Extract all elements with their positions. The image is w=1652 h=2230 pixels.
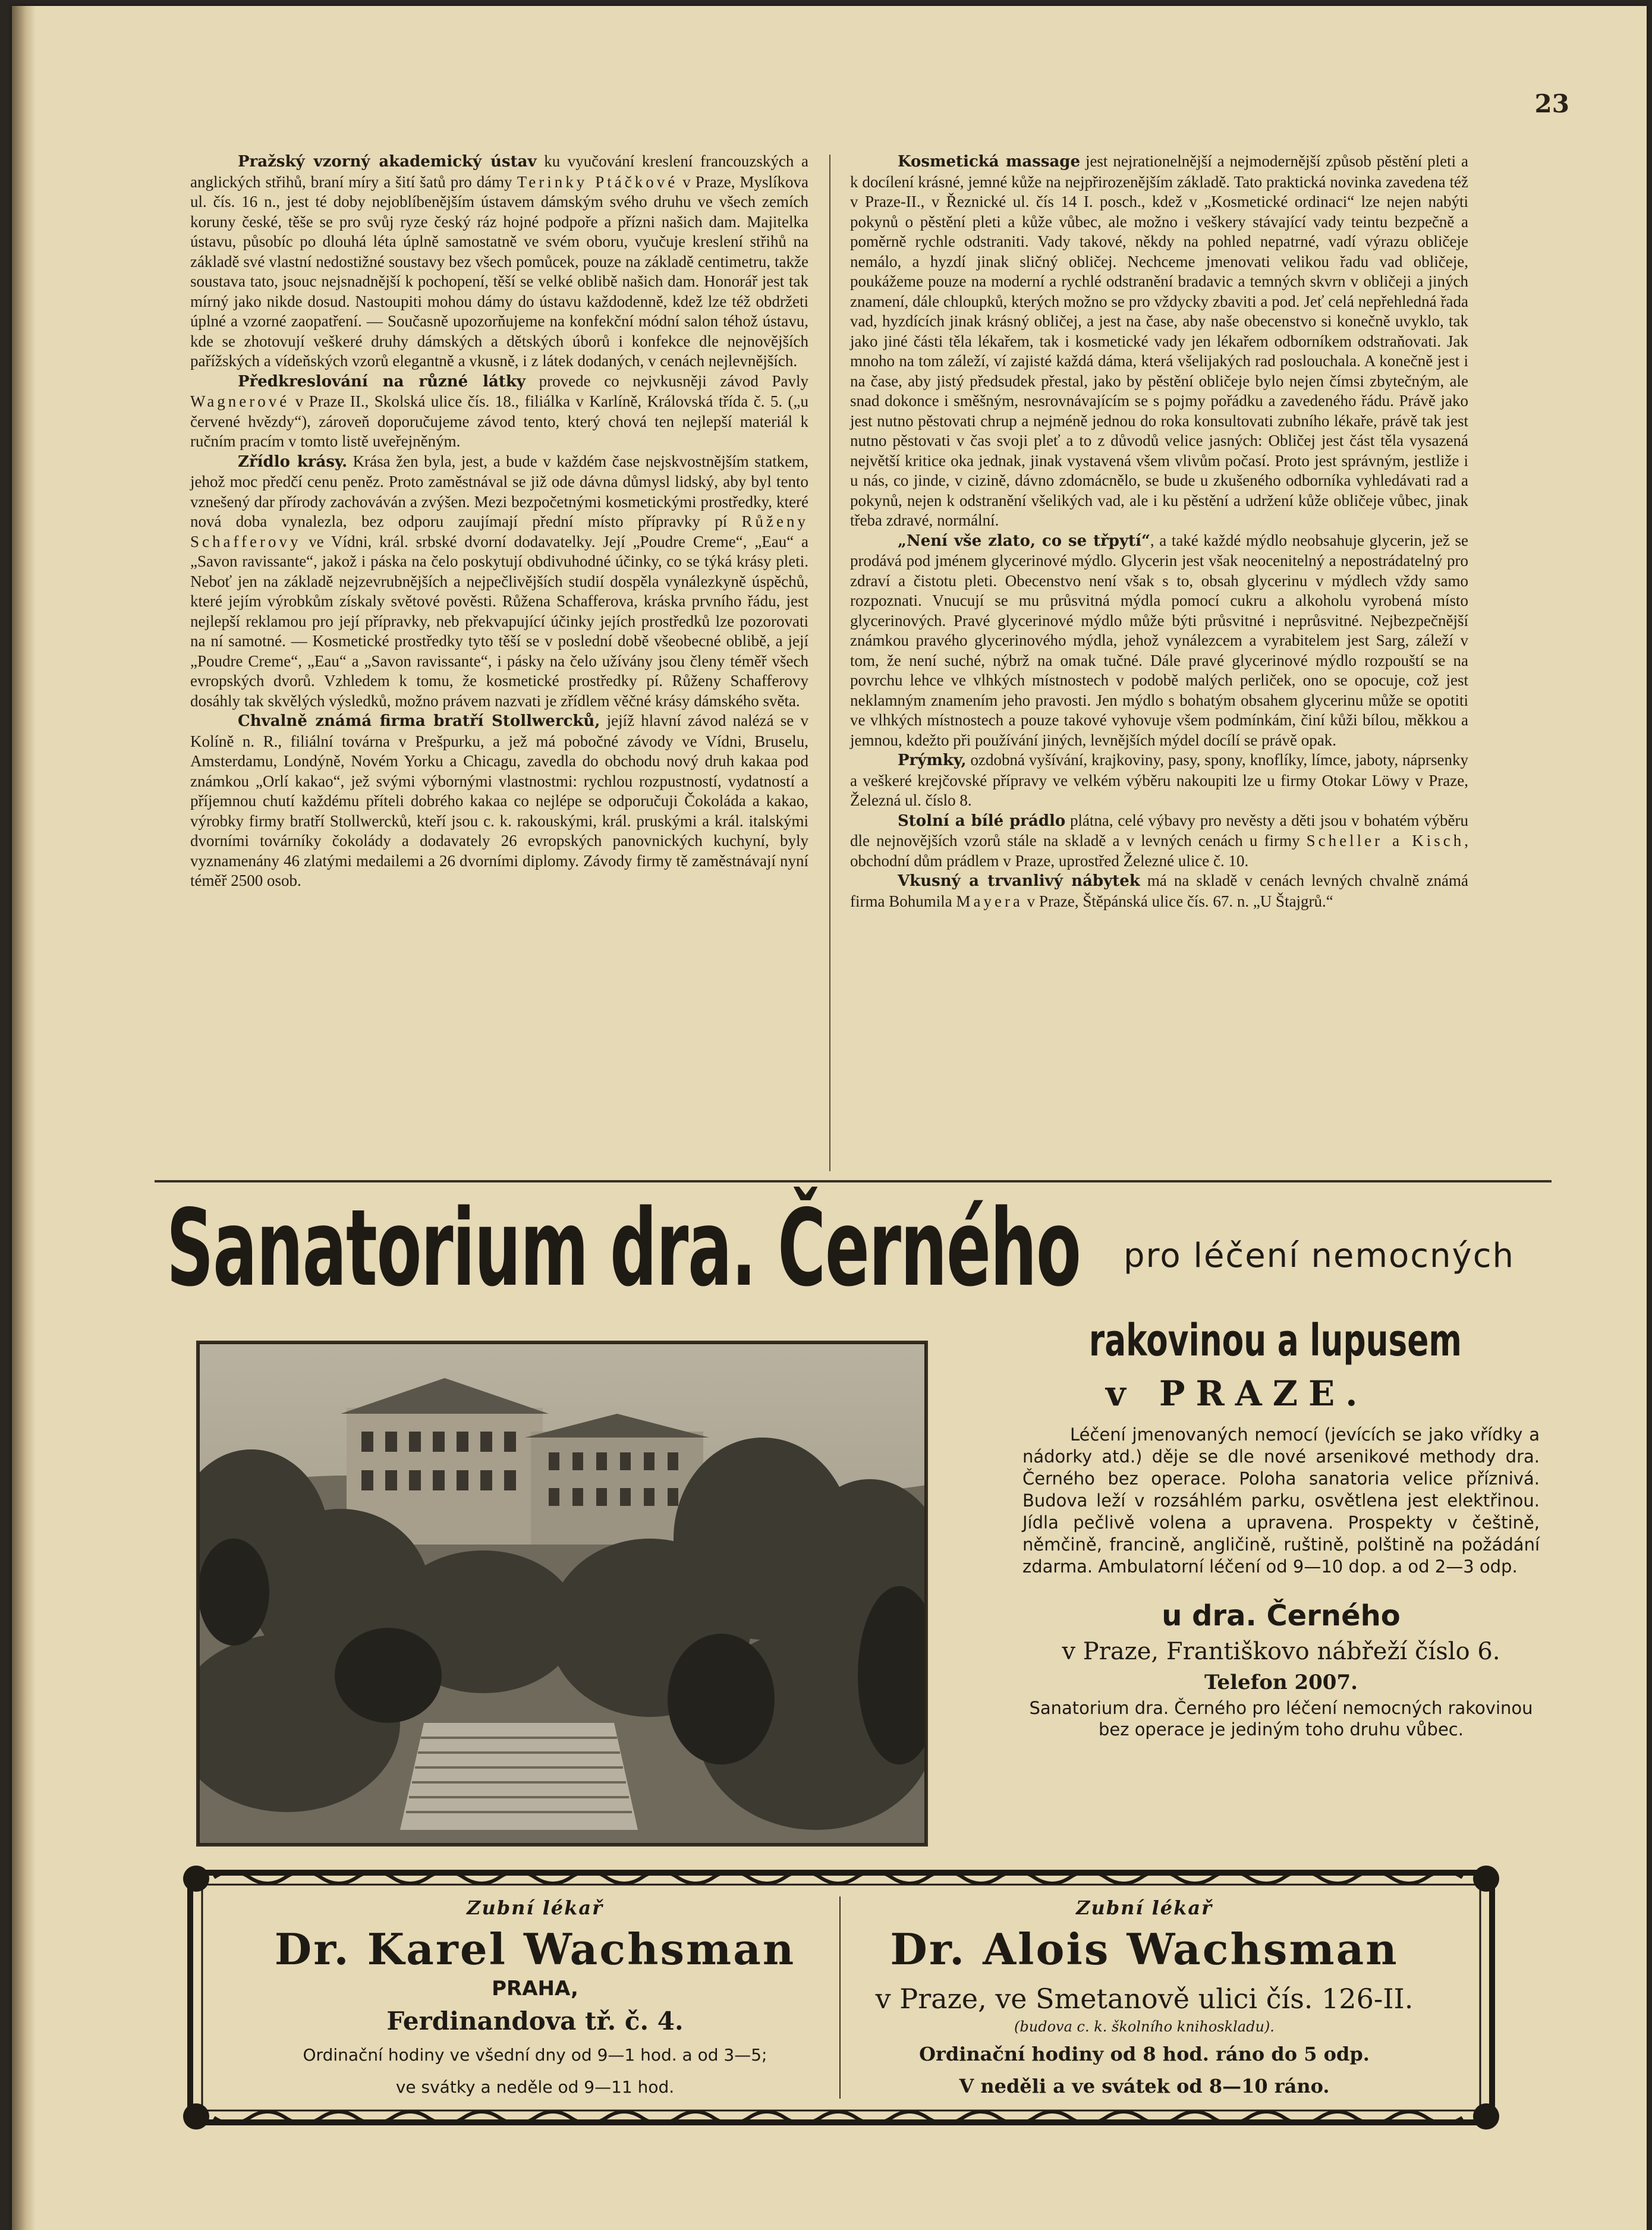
sanatorium-phone: Telefon 2007.: [1204, 1671, 1358, 1694]
dentist-label: Zubní lékař: [467, 1896, 603, 1919]
dentist-label: Zubní lékař: [1076, 1896, 1213, 1919]
newspaper-page: [12, 6, 1647, 2230]
article-paragraph: [850, 811, 1468, 872]
article-text: provede co nejvkusněji závod Pavly: [526, 372, 808, 390]
article-paragraph: [850, 152, 1468, 531]
dentist-ad-karel: [238, 1896, 832, 2100]
left-column: [190, 152, 808, 891]
article-spaced-name: Terinky Ptáčkové: [517, 172, 678, 191]
article-lead: Vkusný a trvanlivý nábytek: [898, 872, 1140, 890]
article-paragraph: [850, 871, 1468, 911]
article-paragraph: [190, 452, 808, 712]
article-paragraph: [850, 531, 1468, 751]
sanatorium-doctor: u dra. Černého: [1162, 1599, 1401, 1633]
dentist-street: Ferdinandova tř. č. 4.: [386, 2006, 684, 2036]
page-number: 23: [1534, 89, 1569, 118]
article-text: jejíž hlavní závod nalézá se v Kolíně n. R., filiální továrna v Prešpurku, a jež má pobočné závody ve Vídni, Bruselu, Amsterdamu, Londýně, Novém Yorku a Chicagu, zavedla do obchodu nový druh kakaa pod známkou „Orlí kakao“, jež svými výbornými vlastnostmi: rychlou rozpustností, vydatností a příjemnou chutí každému příteli dobrého kakaa co nejlépe se odporučuji Čokoláda a kakao, výrobky firmy bratří Stollwercků, kteří jsou c. k. rakouskými, král. pruskými a král. italskými dvorními továrníky čokolády a dodavately 26 evropských panovnických kuchyní, byly vyznamenány 46 zlatými medailemi a 26 dvorními diplomy. Závody firmy tě zaměstnávají nyní téměř 2500 osob.: [190, 712, 808, 889]
column-divider: [829, 155, 830, 1171]
article-lead: Zřídlo krásy.: [238, 452, 348, 471]
article-text: jest nejrationelnější a nejmodernější způsob pěstění pleti a k docílení krásné, jemné kůže na nejpřirozenějším základě. Tato praktická novinka zavedena též v Praze-II., v Řeznické ul. čís 14 I. posch., kdež v „Kosmetické ordinaci“ lze nejen nabýti pokynů o pěstění pleti a kůže vůbec, ale možno i veškery stávající vady teintu bezpečně a poměrně rychle odstraniti. Vady takové, někdy na pohled nepatrné, vadí výrazu obličeje nemálo, a hyzdí jinak sličný obličej. Nechceme jmenovati velikou řadu vad obličeje, poukážeme pouze na moderní a rychlé odstranění bradavic a temných skvrn v obličeji a jiných znamení, dále chloupků, kterých možno se pro vždycky zbaviti a pod. Jeť celá nepřehledná řada vad, hyzdících jinak krásný obličej, a jest na čase, aby naše obecenstvo si konečně uvyklo, tak jako jiné části těla lékařem, tak i kosmetické vady jen lékařem odborníkem odstraňovati. Jak mnoho na tom záleží, ví zajisté každá dáma, která všelijakých rad poslouchala. A konečně jest i na čase, aby jistý předsudek přestal, jako by pěstění obličeje bylo nejen čímsi zbytečným, ale snad dokonce i směšným, nesrovnávajícím se s pojmy pořádku a zavedeného řádu. Právě jako jest nutno pěstovati chrup a nejméně jednou do roka konsultovati zubního lékaře, právě tak jest nutno pěstovati v čas svoji pleť a to z důvodů velice jasných: Obličej jest část těla vysazená největší kritice oka jednak, jinak vystavená všem vlivům počasí. Proto jest správným, jestliže i u nás, co jinde, v cizině, dávno zdomácnělo, se bude u zkušeného odborníka vyhledávati rad a pokynů, nejen k odstranění všelikých vad, ale i ku pěstění a udržení kůže obličeje vůbec, jinak třeba zdravé, normální.: [850, 152, 1469, 529]
article-lead: Stolní a bílé prádlo: [898, 812, 1066, 830]
dentist-divider: [839, 1896, 841, 2099]
article-text: má na skladě v cenách levných chvalně známá firma Bohumila: [850, 872, 1468, 910]
article-text: plátna, celé výbavy pro nevěsty a děti jsou v bohatém výběru dle nejnovějších vzorů stále na skladě a v levných cenách u firmy: [850, 811, 1468, 850]
dentist-name: Dr. Karel Wachsman: [274, 1924, 796, 1974]
article-text: ku vyučování kreslení francouzských a anglických střihů, braní míry a šití šatů pro dámy: [190, 152, 808, 191]
dentist-hours-weekday: Ordinační hodiny ve všední dny od 9—1 hod. a od 3—5;: [303, 2045, 767, 2065]
sanatorium-address: v Praze, Františkovo nábřeží číslo 6.: [1062, 1638, 1500, 1665]
sanatorium-description: Léčení jmenovaných nemocí (jevících se jako vřídky a nádorky atd.) děje se dle nové arsenikové methody dra. Černého bez operace. Poloha sanatoria velice příznivá. Budova leží v rozsáhlém parku, osvětlena jest elektřinou. Jídla pečlivě volena a upravena. Prospekty v češtině, němčině, francině, angličině, ruštině, polštině na požádání zdarma. Ambulatorní léčení od 9—10 dop. a od 2—3 odp.: [1022, 1424, 1540, 1577]
right-column: [850, 152, 1468, 911]
sanatorium-subtitle-row: [1017, 1308, 1480, 1373]
dentist-ad-alois: [847, 1896, 1442, 2099]
dentist-hours-weekday: Ordinační hodiny od 8 hod. ráno do 5 odp.: [919, 2043, 1370, 2065]
sanatorium-subtitle2: rakovinou a lupusem: [1088, 1315, 1462, 1366]
sanatorium-photo: [196, 1341, 928, 1847]
article-paragraph: [190, 372, 808, 452]
sanatorium-building-illustration: [198, 1342, 926, 1845]
article-text: , a také každé mýdlo neobsahuje glycerin, jež se prodává pod jménem glycerinové mýdlo. Glycerin jest však neocenitelný a nepostrádatelný pro zdraví a čistotu pleti. Obecenstvo není však s to, obsah glycerinu v mýdlech vždy samo rozpoznati. Vnucují se mu průsvitná mýdla pomocí cukru a alkoholu vyrobená místo glycerinových. Pravé glycerinové mýdlo může býti průsvitné i neprůsvitné. Nejbezpečnější známkou pravého glycerinového mýdla, jehož vynálezcem a vyrabitelem jest Sarg, záleží v tom, že není suché, nýbrž na omak tučné. Dále pravé glycerinové mýdlo rozpouští se na povrchu lehce ve vlhkých místnostech v podobě malých perliček, ono se opocuje, což jest neklamným znamením jeho pravosti. Jen mýdlo s bohatým obsahem glycerinu může se opotiti ve vlhkých místnostech a pouze takové vyhovuje všem podmínkám, činí kůži bílou, měkkou a jemnou, kdežto při používání jiných, levnějších mýdel docílí se právě opak.: [850, 531, 1469, 749]
article-spaced-name: Mayera: [956, 892, 1023, 910]
dentist-city: PRAHA,: [492, 1977, 578, 2001]
dentist-hours-holiday: ve svátky a neděle od 9—11 hod.: [395, 2077, 675, 2097]
dentist-address-note: (budova c. k. školního knihoskladu).: [1014, 2018, 1275, 2035]
article-text-tail: v Praze II., Skolská ulice čís. 18., filiálka v Karlíně, Královská třída č. 5. („u červené hvězdy“), zároveň doporučujeme závod tento, který chová ten nejlepší materiál k ručním pracím v tomto listě uveřejněným.: [190, 392, 808, 450]
dentist-hours-holiday: V neděli a ve svátek od 8—10 ráno.: [959, 2075, 1330, 2097]
article-spaced-name: Scheller a Kisch: [1306, 832, 1465, 850]
sanatorium-footer: Sanatorium dra. Černého pro léčení nemocných rakovinou bez operace je jediným toho druhu vůbec.: [1029, 1698, 1533, 1740]
article-lead: Prýmky,: [898, 751, 967, 769]
sanatorium-subtitle: pro léčení nemocných: [1124, 1237, 1515, 1275]
article-lead: Předkreslování na různé látky: [238, 372, 526, 391]
article-lead: Kosmetická massage: [898, 153, 1081, 171]
binding-spine: [12, 6, 36, 2230]
sanatorium-title: Sanatorium dra. Černého: [166, 1187, 1081, 1310]
article-spaced-name: Růženy Schafferovy: [190, 512, 808, 551]
article-paragraph: [850, 750, 1468, 811]
article-text-tail: ve Vídni, král. srbské dvorní dodavatelky. Její „Poudre Creme“, „Eau“ a „Savon ravissante“, jakož i páska na čelo poskytují obdivuhodné účinky, co se týká krásy pleti. Neboť jen na základě nejzevrubnějších a nejpečlivějších studií dospěla vynálezkyně úspěchů, které jejím výrobkům získaly světové pověsti. Růžena Schafferova, kráska prvního řádu, jest nejlepší reklamou pro její přípravky, neb překvapující účinky jejích prostředků lze pozorovati na ní samotné. — Kosmetické prostředky tyto těší se v poslední době všeobecné oblibě, a její „Poudre Creme“, „Eau“ a „Savon ravissante“, i pásky na čelo užívány jsou členy téměř všech evropských dvorů. Vzhledem k tomu, že kosmetické prostředky pí. Růženy Schafferovy dosáhly tak skvělých výsledků, možno právem nazvati je zřídlem věčné krásy dámského světa.: [190, 532, 808, 710]
article-text: Krása žen byla, jest, a bude v každém čase nejskvostnějším statkem, jehož moc předčí cenu peněz. Proto zaměstnával se již ode dávna důmysl lidský, aby byl tento vznešený dar přírody zachováván a zvýšen. Mezi bezpočetnými kosmetickými prostředky, které nová doba vynalezla, bez odporu zaujímají přední místo přípravky pí: [190, 452, 808, 530]
article-spaced-name: Wagnerové: [190, 392, 290, 410]
article-lead: Chvalně známá firma bratří Stollwercků,: [238, 712, 600, 730]
section-divider: [155, 1180, 1552, 1182]
dentist-address: v Praze, ve Smetanově ulici čís. 126-II.: [875, 1983, 1414, 2015]
article-paragraph: [190, 711, 808, 891]
article-lead: „Není vše zlato, co se třpytí“: [898, 531, 1150, 550]
article-lead: Pražský vzorný akademický ústav: [238, 153, 537, 171]
article-text-tail: v Praze, Myslíkova ul. čís. 16 n., jest té doby nejoblíbenějším ústavem dámským svého druhu ve všech zemích koruny české, těše se pro svůj ryze český ráz hojné podpoře a přízni našich dam. Majitelka ústavu, působíc po dlouhá léta úplně samostatně ve svém oboru, vyučuje kreslení střihů na základě své vlastní nedostižné soustavy bez všech pomůcek, pouze na základě centimetru, takže soustava tato, jsouc nejsnadnější k pochopení, těší se velké oblibě našich dam. Honorář jest tak mírný jako nikde dosud. Nastoupiti mohou dámy do ústavu každodenně, kdež lze též obdržeti úplné a vzorné zaopatření. — Současně upozorňujeme na konfekční módní salon téhož ústavu, kde se zhotovují veškeré druhy dámských a dětských úborů i konfekce dle nejnovějších pařížských a vídeňských vzorů elegantně a vkusně, i z látek dodaných, v cenách nejlevnějších.: [190, 172, 808, 370]
article-paragraph: [190, 152, 808, 372]
article-text-tail: v Praze, Štěpánská ulice čís. 67. n. „U Štajgrů.“: [1022, 892, 1333, 910]
article-text-tail: , obchodní dům prádlem v Praze, uprostřed Železné ulice č. 10.: [850, 832, 1468, 870]
dentist-name: Dr. Alois Wachsman: [890, 1924, 1399, 1974]
article-text: ozdobná vyšívání, krajkoviny, pasy, spony, knoflíky, límce, jaboty, náprsenky a veškeré krejčovské přípravy ve velkém výběru nakoupiti lze u firmy Otokar Löwy v Praze, Železná ul. číslo 8.: [850, 751, 1468, 809]
sanatorium-city: v PRAZE.: [1106, 1373, 1368, 1414]
